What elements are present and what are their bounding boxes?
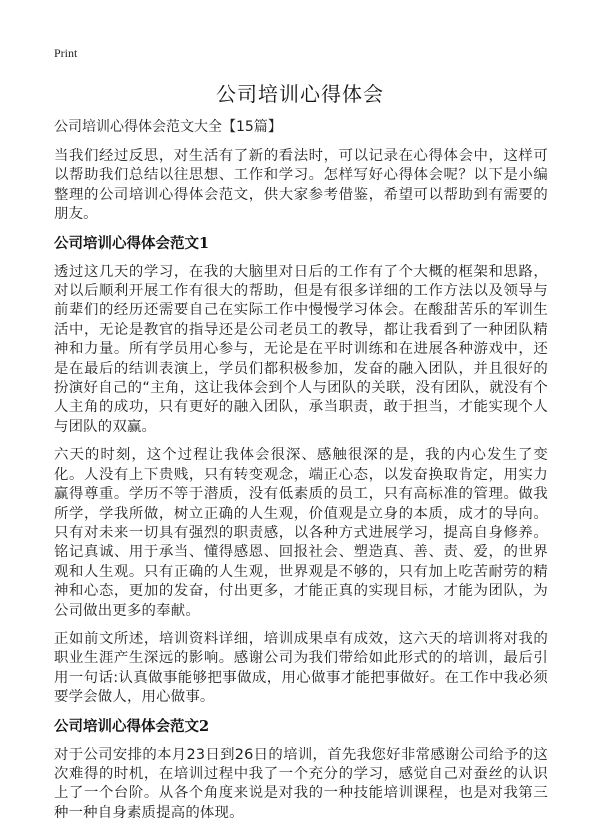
section-paragraph: 透过这几天的学习，在我的大脑里对日后的工作有了个大概的框架和思路，对以后顺利开展工作有很大的帮助，但是有很多详细的工作方法以及领导与前辈们的经历还需要自己在实际工作中慢慢学习体会。在酸甜苦乐的军训生活中，无论是教官的指导还是公司老员工的教导，都让我看到了一种团队精神和力量。所有学员用心参与，无论是在平时训练和在进展各种游戏中，还是在最后的结训表演上，学员们都积极参加，发奋的融入团队，并且很好的扮演好自己的“主角，这让我体会到个人与团队的关联，没有团队，就没有个人主角的成功，只有更好的融入团队，承当职责，敢于担当，才能实现个人与团队的双赢。 xyxy=(54,263,548,435)
intro-paragraph: 当我们经过反思，对生活有了新的看法时，可以记录在心得体会中，这样可以帮助我们总结以往思想、工作和学习。怎样写好心得体会呢？以下是小编整理的公司培训心得体会范文，供大家参考借鉴，希望可以帮助到有需要的朋友。 xyxy=(54,148,548,223)
section-heading: 公司培训心得体会范文1 xyxy=(54,234,210,252)
document-body xyxy=(54,118,548,832)
section-paragraph: 对于公司安排的本月23日到26日的培训，首先我您好非常感谢公司给予的这次难得的时机，在培训过程中我了一个充分的学习，感觉自己对蚕丝的认识上了一个台阶。从各个角度来说是对我的一种技能培训课程，也是对我第三种一种自身素质提高的体现。 xyxy=(54,746,548,821)
section-2 xyxy=(54,717,548,824)
section-heading: 公司培训心得体会范文2 xyxy=(54,717,210,735)
page-title: 公司培训心得体会 xyxy=(216,82,384,106)
section-paragraph: 六天的时刻，这个过程让我体会很深、感触很深的是，我的内心发生了变化。人没有上下贵贱，只有转变观念，端正心态，以发奋换取肯定，用实力赢得尊重。学历不等于潜质，没有低素质的员工，只有高标准的管理。做我所学，学我所做，树立正确的人生观，价值观是立身的本质，成才的导向。只有对未来一切具有强烈的职责感，以各种方式进展学习，提高自身修养。铭记真诚、用于承当、懂得感恩、回报社会、塑造真、善、责、爱，的世界观和人生观。只有正确的人生观，世界观是不够的，只有加上吃苦耐劳的精神和心态，更加的发奋，付出更多，才能正真的实现目标，才能为团队，为公司做出更多的奉献。 xyxy=(54,447,548,619)
document-subtitle: 公司培训心得体会范文大全【15篇】 xyxy=(54,119,282,135)
section-paragraph: 正如前文所述，培训资料详细，培训成果卓有成效，这六天的培训将对我的职业生涯产生深远的影响。感谢公司为我们带给如此形式的的培训，最后引用一句话:认真做事能够把事做成，用心做事才能把事做好。在工作中我必须要学会做人，用心做事。 xyxy=(54,630,548,706)
print-label: Print xyxy=(54,46,78,60)
section-1 xyxy=(54,234,548,708)
